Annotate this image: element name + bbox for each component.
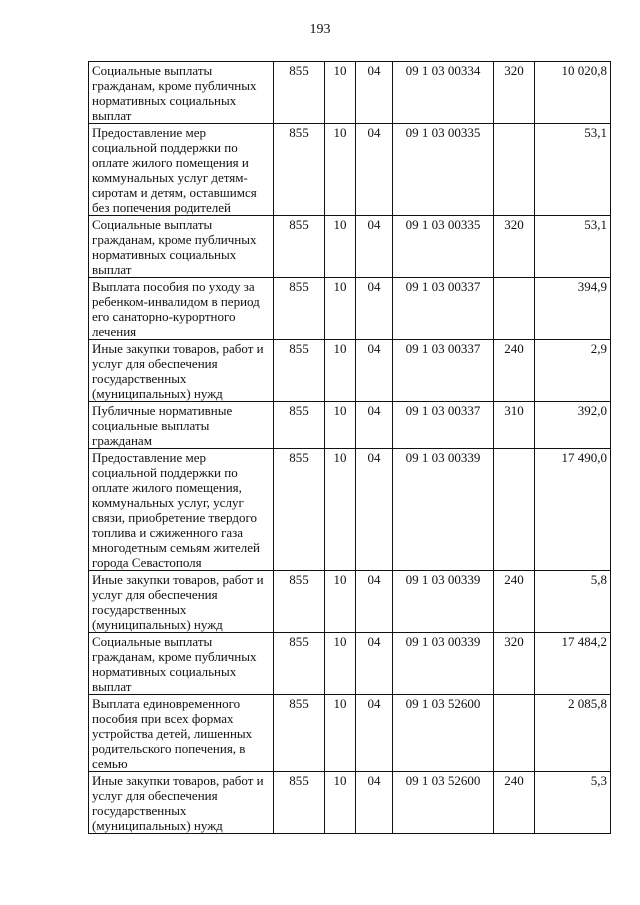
cell-ved: 855: [274, 124, 325, 216]
cell-ved: 855: [274, 278, 325, 340]
table-row: [89, 571, 611, 633]
cell-name: Публичные нормативные социальные выплаты гражданам: [89, 402, 274, 449]
cell-name: Предоставление мер социальной поддержки по оплате жилого помещения и коммунальных услуг детям-сиротам и детям, оставшимся без попечения родителей: [89, 124, 274, 216]
cell-ved: 855: [274, 402, 325, 449]
cell-ved: 855: [274, 695, 325, 772]
cell-csr: 09 1 03 00335: [393, 124, 494, 216]
table-row: [89, 633, 611, 695]
cell-pr: 04: [356, 633, 393, 695]
cell-vr: 240: [494, 772, 535, 834]
cell-vr: 310: [494, 402, 535, 449]
cell-rz: 10: [325, 62, 356, 124]
cell-csr: 09 1 03 00339: [393, 571, 494, 633]
cell-csr: 09 1 03 00335: [393, 216, 494, 278]
cell-sum: 53,1: [535, 216, 611, 278]
cell-csr: 09 1 03 52600: [393, 695, 494, 772]
cell-vr: [494, 278, 535, 340]
cell-name: Предоставление мер социальной поддержки по оплате жилого помещения, коммунальных услуг, услуг связи, приобретение твердого топлива и сжиженного газа многодетным семьям жителей города Севастополя: [89, 449, 274, 571]
cell-sum: 53,1: [535, 124, 611, 216]
cell-sum: 10 020,8: [535, 62, 611, 124]
cell-csr: 09 1 03 00339: [393, 449, 494, 571]
cell-vr: 320: [494, 216, 535, 278]
cell-ved: 855: [274, 571, 325, 633]
cell-ved: 855: [274, 633, 325, 695]
cell-rz: 10: [325, 449, 356, 571]
cell-rz: 10: [325, 216, 356, 278]
table-row: [89, 216, 611, 278]
cell-pr: 04: [356, 571, 393, 633]
cell-pr: 04: [356, 216, 393, 278]
table-row: [89, 278, 611, 340]
cell-vr: [494, 124, 535, 216]
cell-csr: 09 1 03 00337: [393, 402, 494, 449]
cell-sum: 5,3: [535, 772, 611, 834]
cell-sum: 17 484,2: [535, 633, 611, 695]
cell-pr: 04: [356, 772, 393, 834]
table-row: [89, 340, 611, 402]
page-number: 193: [309, 22, 331, 37]
cell-pr: 04: [356, 402, 393, 449]
cell-pr: 04: [356, 124, 393, 216]
cell-rz: 10: [325, 633, 356, 695]
budget-table: [88, 61, 611, 834]
cell-vr: [494, 449, 535, 571]
cell-csr: 09 1 03 00334: [393, 62, 494, 124]
cell-vr: [494, 695, 535, 772]
cell-rz: 10: [325, 340, 356, 402]
cell-pr: 04: [356, 278, 393, 340]
cell-ved: 855: [274, 62, 325, 124]
cell-sum: 392,0: [535, 402, 611, 449]
cell-name: Выплата пособия по уходу за ребенком-инвалидом в период его санаторно-курортного лечения: [89, 278, 274, 340]
cell-rz: 10: [325, 571, 356, 633]
cell-pr: 04: [356, 340, 393, 402]
cell-name: Социальные выплаты гражданам, кроме публичных нормативных социальных выплат: [89, 633, 274, 695]
cell-ved: 855: [274, 340, 325, 402]
cell-sum: 2,9: [535, 340, 611, 402]
table-row: [89, 402, 611, 449]
cell-rz: 10: [325, 278, 356, 340]
cell-sum: 2 085,8: [535, 695, 611, 772]
cell-sum: 17 490,0: [535, 449, 611, 571]
cell-name: Иные закупки товаров, работ и услуг для обеспечения государственных (муниципальных) нужд: [89, 571, 274, 633]
cell-name: Иные закупки товаров, работ и услуг для обеспечения государственных (муниципальных) нужд: [89, 340, 274, 402]
cell-csr: 09 1 03 52600: [393, 772, 494, 834]
cell-rz: 10: [325, 402, 356, 449]
cell-pr: 04: [356, 449, 393, 571]
table-row: [89, 772, 611, 834]
table-row: [89, 62, 611, 124]
table-row: [89, 124, 611, 216]
cell-ved: 855: [274, 216, 325, 278]
cell-ved: 855: [274, 449, 325, 571]
cell-sum: 394,9: [535, 278, 611, 340]
table-row: [89, 695, 611, 772]
table-row: [89, 449, 611, 571]
cell-pr: 04: [356, 62, 393, 124]
cell-vr: 320: [494, 633, 535, 695]
cell-name: Социальные выплаты гражданам, кроме публичных нормативных социальных выплат: [89, 216, 274, 278]
cell-name: Иные закупки товаров, работ и услуг для обеспечения государственных (муниципальных) нужд: [89, 772, 274, 834]
cell-rz: 10: [325, 695, 356, 772]
cell-sum: 5,8: [535, 571, 611, 633]
cell-vr: 320: [494, 62, 535, 124]
cell-name: Социальные выплаты гражданам, кроме публичных нормативных социальных выплат: [89, 62, 274, 124]
cell-csr: 09 1 03 00337: [393, 340, 494, 402]
cell-name: Выплата единовременного пособия при всех формах устройства детей, лишенных родительского попечения, в семью: [89, 695, 274, 772]
cell-pr: 04: [356, 695, 393, 772]
cell-csr: 09 1 03 00339: [393, 633, 494, 695]
cell-rz: 10: [325, 772, 356, 834]
cell-vr: 240: [494, 571, 535, 633]
cell-rz: 10: [325, 124, 356, 216]
cell-csr: 09 1 03 00337: [393, 278, 494, 340]
cell-vr: 240: [494, 340, 535, 402]
cell-ved: 855: [274, 772, 325, 834]
